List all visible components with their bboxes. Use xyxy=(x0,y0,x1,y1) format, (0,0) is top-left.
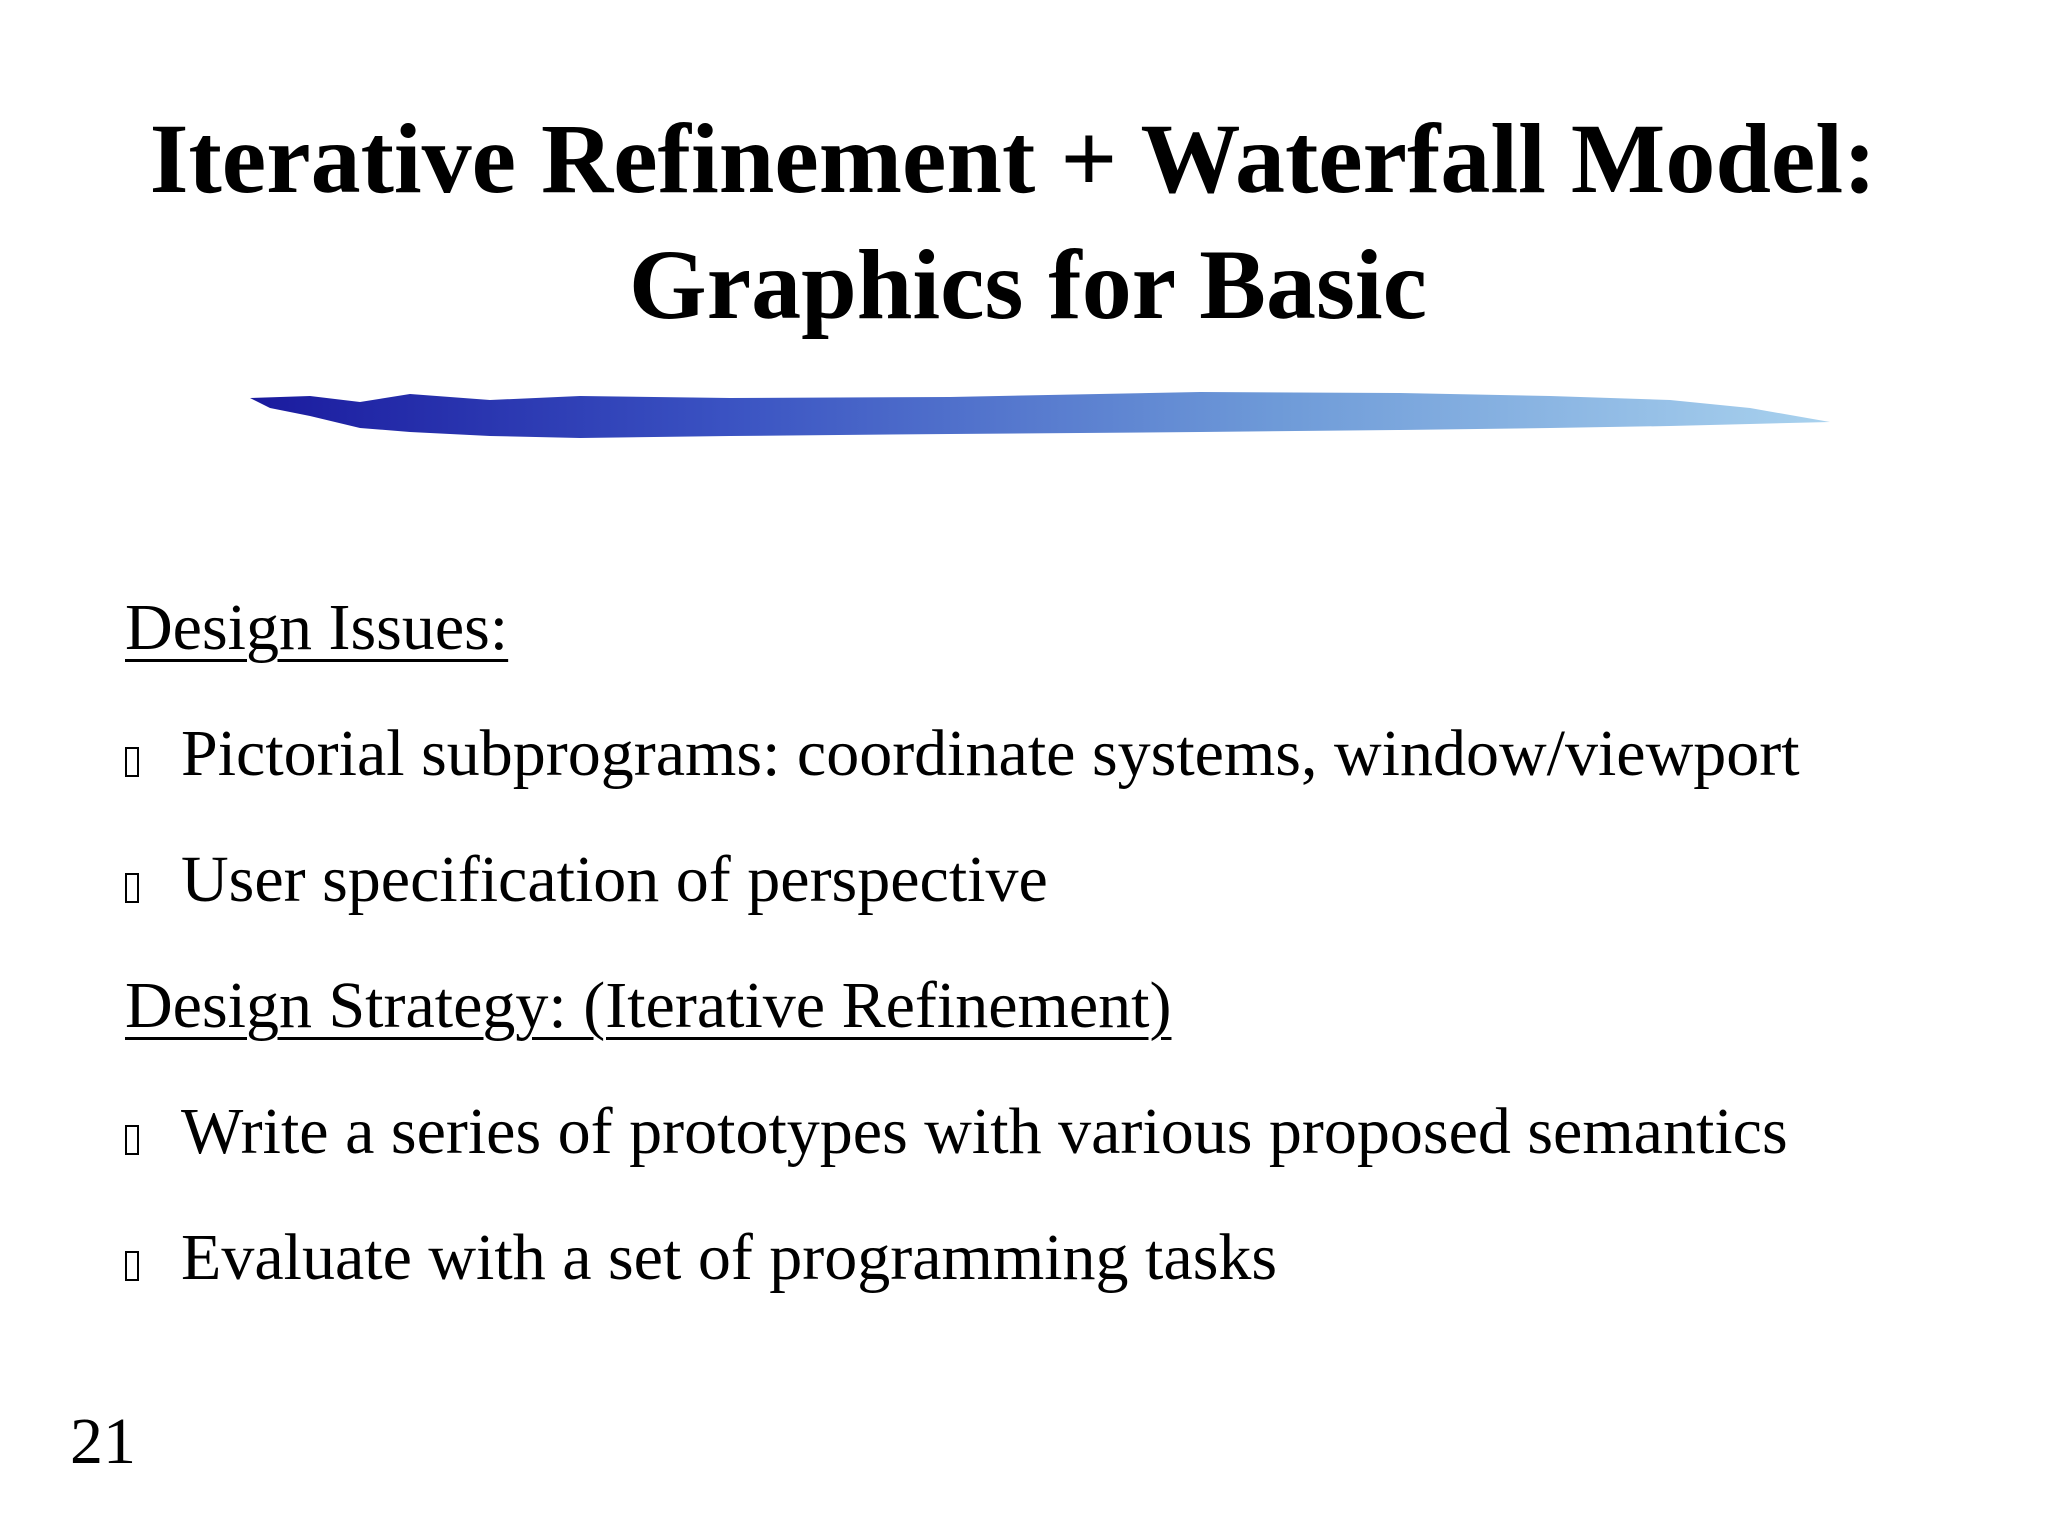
section-heading-design-issues: Design Issues: xyxy=(125,591,509,664)
bullet-item xyxy=(125,714,1800,794)
title-line-2: Graphics for Basic xyxy=(628,229,1428,340)
hollow-square-bullet-icon xyxy=(125,747,139,777)
bullet-text: Pictorial subprograms: coordinate systems, window/viewport xyxy=(181,717,1800,790)
section-heading-design-strategy: Design Strategy: (Iterative Refinement) xyxy=(125,969,1172,1042)
slide-title xyxy=(0,96,2048,348)
hollow-square-bullet-icon xyxy=(125,1125,139,1155)
bullet-item xyxy=(125,1092,1788,1172)
bullet-text: Write a series of prototypes with various proposed semantics xyxy=(181,1095,1788,1168)
title-line-1: Iterative Refinement + Waterfall Model: xyxy=(149,103,1877,214)
page-number: 21 xyxy=(70,1405,136,1478)
hollow-square-bullet-icon xyxy=(125,873,139,903)
bullet-text: Evaluate with a set of programming tasks xyxy=(181,1221,1278,1294)
hollow-square-bullet-icon xyxy=(125,1251,139,1281)
bullet-item xyxy=(125,1218,1277,1298)
bullet-item xyxy=(125,840,1048,920)
brush-stroke-divider xyxy=(250,388,1830,446)
bullet-text: User specification of perspective xyxy=(181,843,1048,916)
